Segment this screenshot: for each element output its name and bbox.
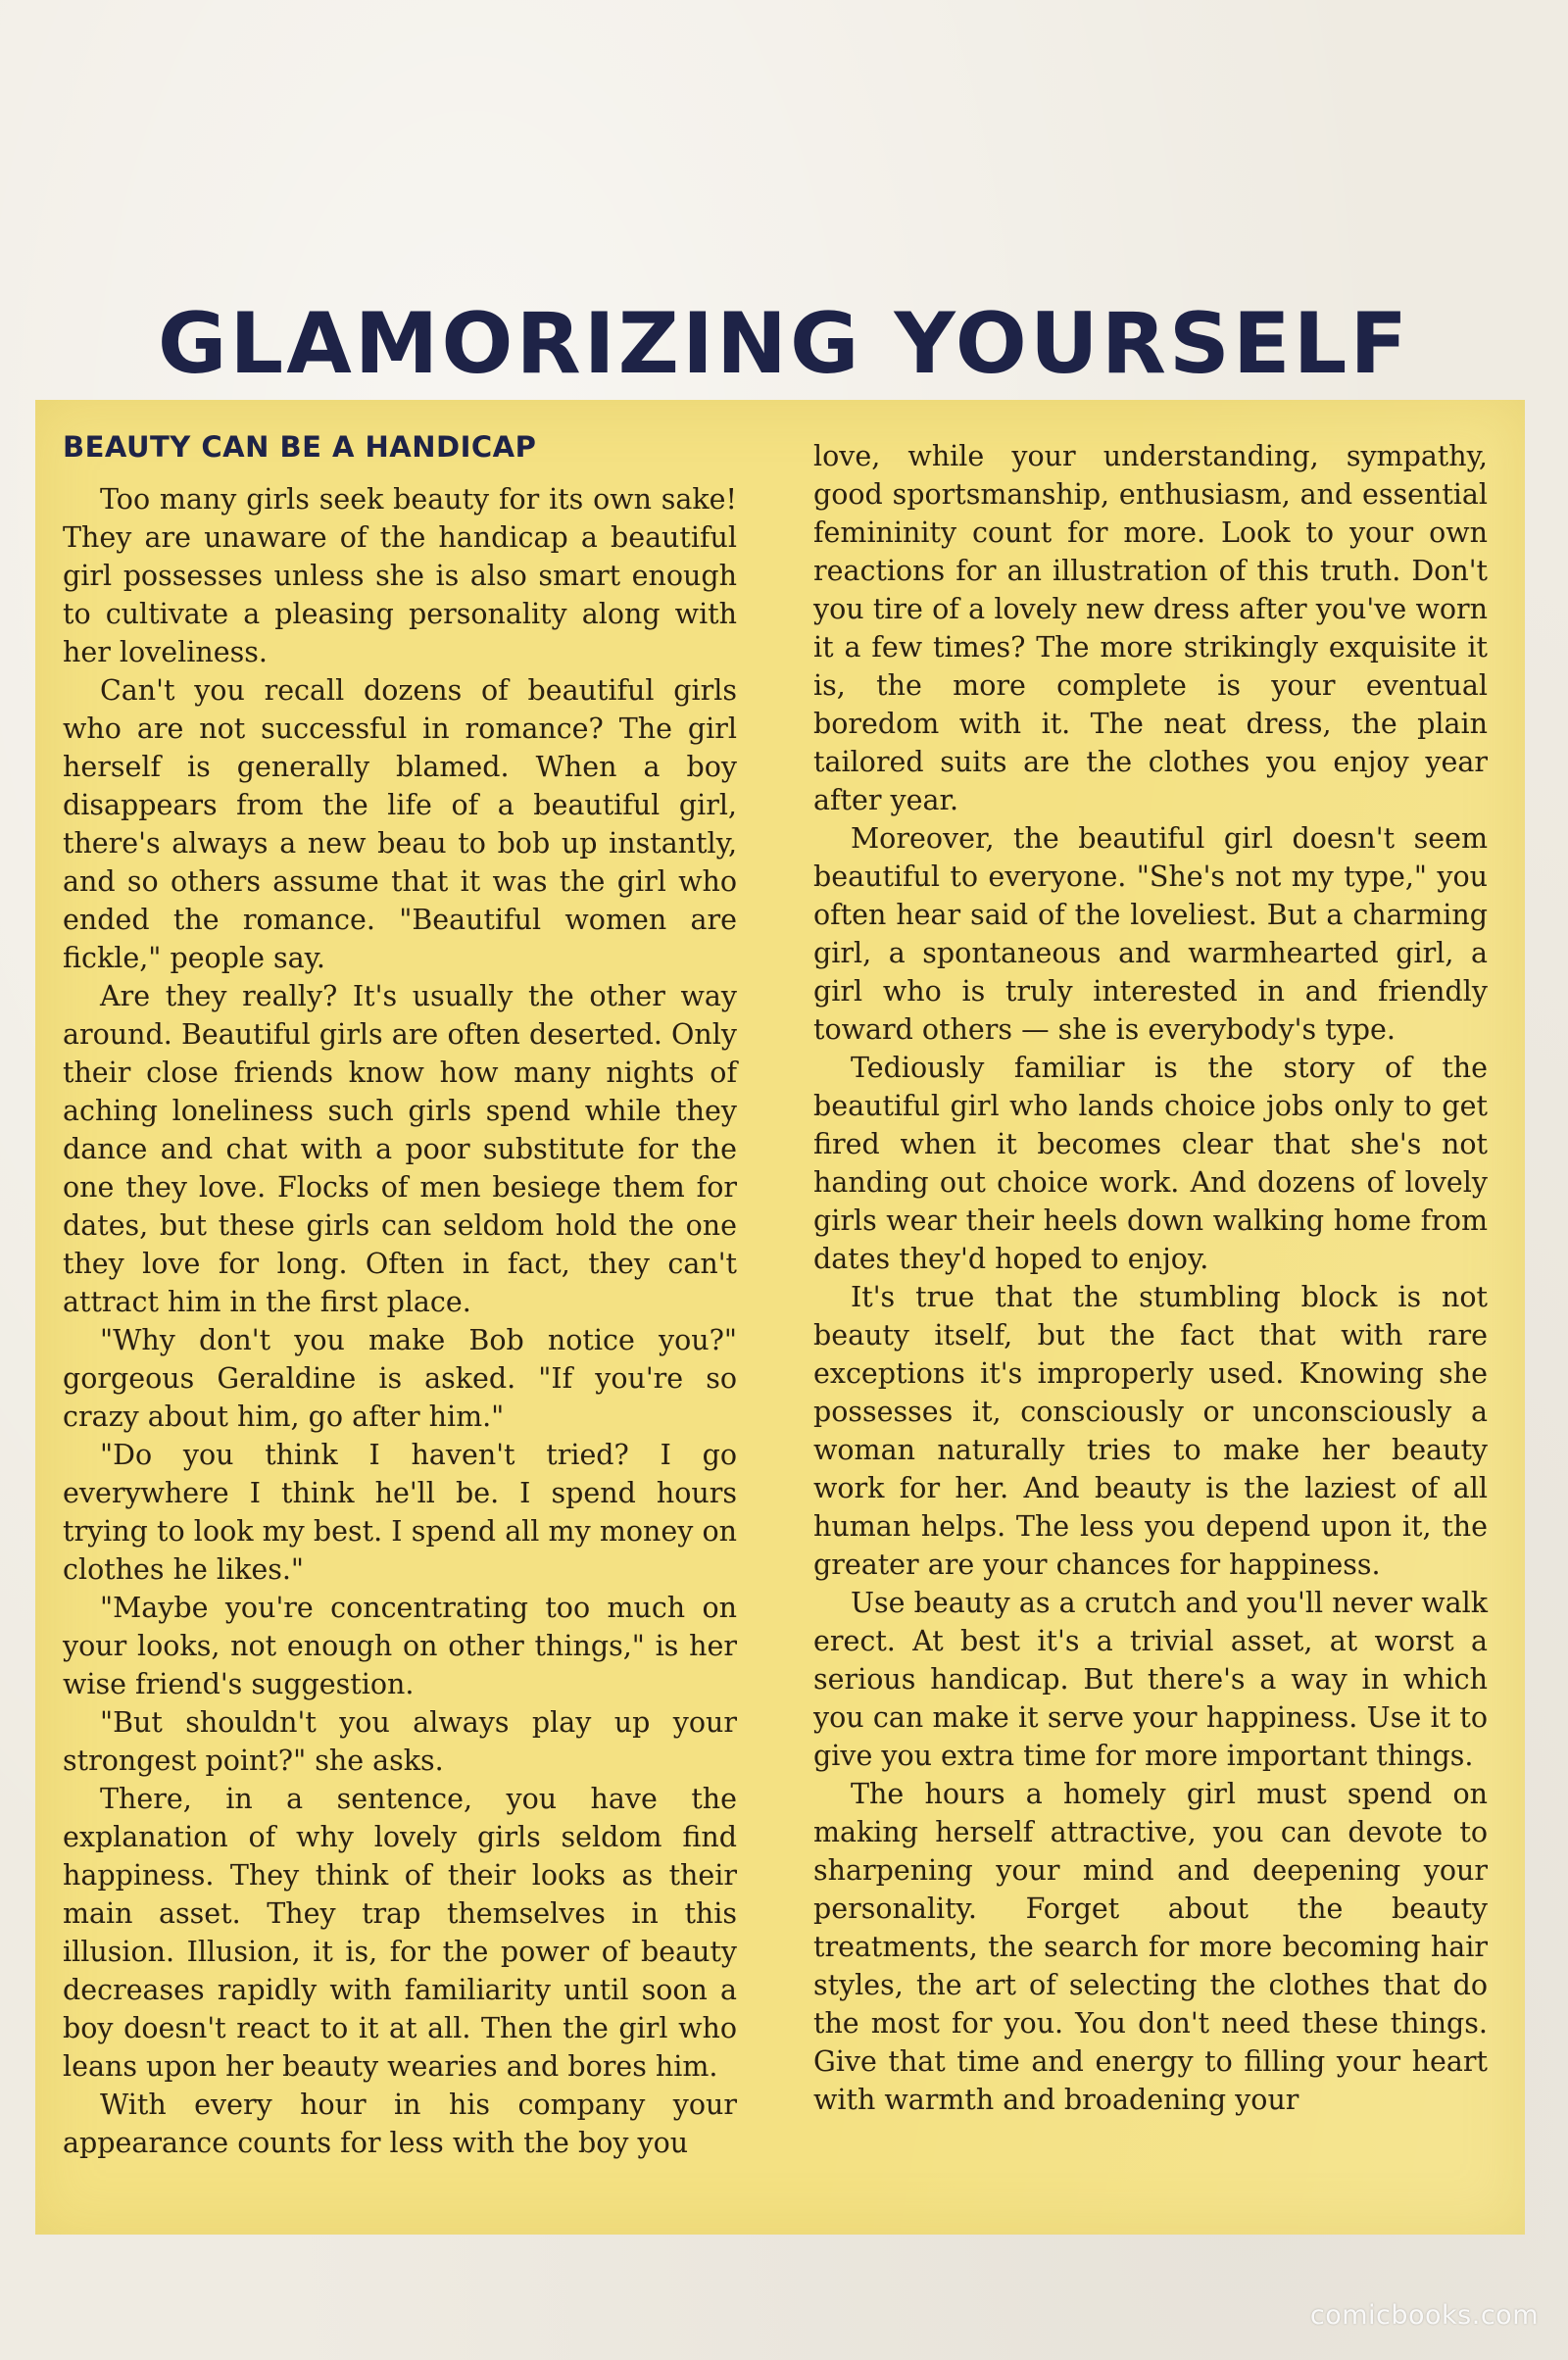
page-title: GLAMORIZING YOURSELF <box>157 294 1411 393</box>
paragraph: Can't you recall dozens of beautiful girls who are not successful in romance? The girl herself is generally blamed. When a boy disappears from the life of a beautiful girl, there's always a new beau to bob up instantly, and so others assume that it was the girl who ended the romance. "Beautiful women are fickle," people say. <box>63 674 737 974</box>
paragraph: Tediously familiar is the story of the beautiful girl who lands choice jobs only to get fired when it becomes clear that she's not handing out choice work. And dozens of lovely girls wear their heels down walking home from dates they'd hoped to enjoy. <box>813 1052 1488 1275</box>
paragraph: love, while your understanding, sympathy, good sportsmanship, enthusiasm, and essential femininity count for more. Look to your own reactions for an illustration of this truth. Don't you tire of a lovely new dress after you've worn it a few times? The more strikingly exquisite it is, the more complete is your eventual boredom with it. The neat dress, the plain tailored suits are the clothes you enjoy year after year. <box>813 440 1488 816</box>
paragraph: "Why don't you make Bob notice you?" gorgeous Geraldine is asked. "If you're so crazy about him, go after him." <box>63 1324 737 1433</box>
paragraph: Moreover, the beautiful girl doesn't seem beautiful to everyone. "She's not my type," you often hear said of the loveliest. But a charming girl, a spontaneous and warmhearted girl, a girl who is truly interested in and friendly toward others — she is everybody's type. <box>813 822 1488 1046</box>
paragraph: The hours a homely girl must spend on making herself attractive, you can devote to sharpening your mind and deepening your personality. Forget about the beauty treatments, the search for more becoming hair styles, the art of selecting the clothes that do the most for you. You don't need these things. Give that time and energy to filling your heart with warmth and broadening your <box>813 1778 1488 2116</box>
article-column-left <box>63 427 737 2162</box>
paragraph: It's true that the stumbling block is not beauty itself, but the fact that with rare exceptions it's improperly used. Knowing she possesses it, consciously or unconsciously a woman naturally tries to make her beauty work for her. And beauty is the laziest of all human helps. The less you depend upon it, the greater are your chances for happiness. <box>813 1281 1488 1581</box>
paragraph: "Do you think I haven't tried? I go everywhere I think he'll be. I spend hours trying to look my best. I spend all my money on clothes he likes." <box>63 1439 737 1586</box>
paragraph: Use beauty as a crutch and you'll never walk erect. At best it's a trivial asset, at worst a serious handicap. But there's a way in which you can make it serve your happiness. Use it to give you extra time for more important things. <box>813 1587 1488 1772</box>
section-heading: BEAUTY CAN BE A HANDICAP <box>63 430 537 464</box>
paragraph: Are they really? It's usually the other way around. Beautiful girls are often deserted. Only their close friends know how many nights of aching loneliness such girls spend while they dance and chat with a poor substitute for the one they love. Flocks of men besiege them for dates, but these girls can seldom hold the one they love for long. Often in fact, they can't attract him in the first place. <box>63 980 737 1318</box>
paragraph: "But shouldn't you always play up your strongest point?" she asks. <box>63 1706 737 1777</box>
article-column-right <box>813 437 1488 2119</box>
paragraph: There, in a sentence, you have the explanation of why lovely girls seldom find happiness. They think of their looks as their main asset. They trap themselves in this illusion. Illusion, it is, for the power of beauty decreases rapidly with familiarity until soon a boy doesn't react to it at all. Then the girl who leans upon her beauty wearies and bores him. <box>63 1783 737 2083</box>
paragraph: Too many girls seek beauty for its own sake! They are unaware of the handicap a beautiful girl possesses unless she is also smart enough to cultivate a pleasing personality along with her loveliness. <box>63 483 737 668</box>
paragraph: With every hour in his company your appearance counts for less with the boy you <box>63 2089 737 2159</box>
paragraph: "Maybe you're concentrating too much on your looks, not enough on other things," is her wise friend's suggestion. <box>63 1592 737 1700</box>
watermark: comicbooks.com <box>1309 2300 1539 2331</box>
